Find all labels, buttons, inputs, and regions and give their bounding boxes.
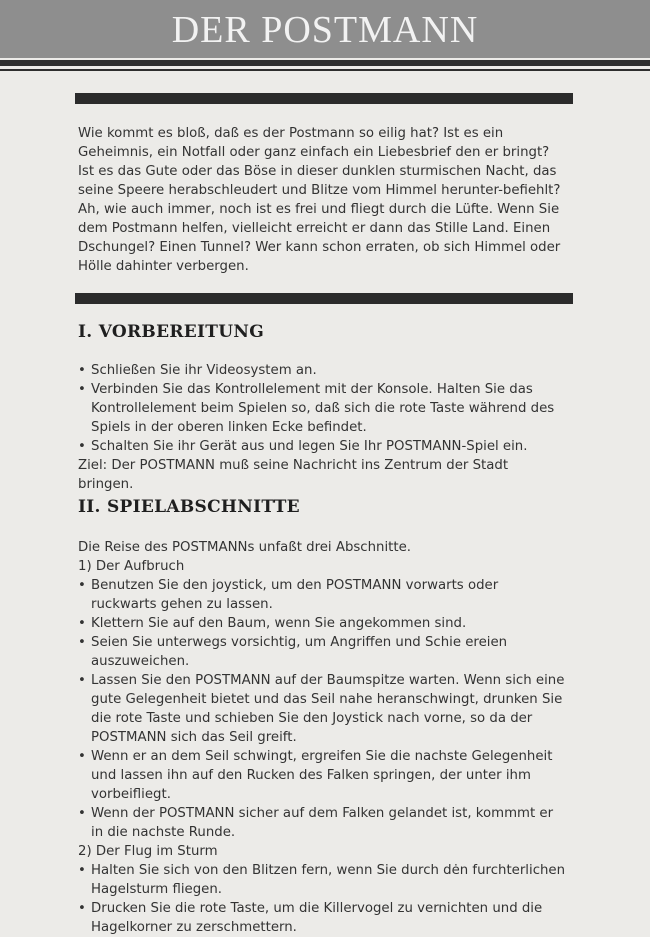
part1-title: 1) Der Aufbruch bbox=[78, 559, 185, 574]
bullet-list bbox=[78, 576, 566, 842]
divider-bar bbox=[75, 293, 573, 304]
intro-text bbox=[78, 124, 566, 276]
list-item: • Seien Sie unterwegs vorsichtig, um Angriffen und Schie ereien auszuweichen. bbox=[78, 633, 566, 671]
list-item: • Wenn er an dem Seil schwingt, ergreifen Sie die nachste Gelegenheit und lassen ihn auf den Rucken des Falken springen, der unter ihm vorbeifliegt. bbox=[78, 747, 566, 804]
bullet-list bbox=[78, 861, 566, 937]
list-item: • Schließen Sie ihr Videosystem an. bbox=[78, 361, 566, 380]
section2-body bbox=[78, 538, 566, 937]
goal-text: Ziel: Der POSTMANN muß seine Nachricht ins Zentrum der Stadt bringen. bbox=[78, 458, 509, 492]
header-rule-thick bbox=[0, 60, 650, 66]
list-item: • Schalten Sie ihr Gerät aus und legen Sie Ihr POSTMANN-Spiel ein. bbox=[78, 437, 566, 456]
list-item: • Wenn der POSTMANN sicher auf dem Falken gelandet ist, kommmt er in die nachste Runde. bbox=[78, 804, 566, 842]
section1-body bbox=[78, 361, 566, 494]
list-item: • Drucken Sie die rote Taste, um die Killervogel zu vernichten und die Hagelkorner zu zerschmettern. bbox=[78, 899, 566, 937]
section2-intro: Die Reise des POSTMANNs unfaßt drei Abschnitte. bbox=[78, 540, 412, 555]
divider-bar bbox=[75, 93, 573, 104]
list-item: • Halten Sie sich von den Blitzen fern, wenn Sie durch dėn furchterlichen Hagelsturm fliegen. bbox=[78, 861, 566, 899]
list-item: • Klettern Sie auf den Baum, wenn Sie angekommen sind. bbox=[78, 614, 566, 633]
list-item: • Lassen Sie den POSTMANN auf der Baumspitze warten. Wenn sich eine gute Gelegenheit bietet und das Seil nahe heranschwingt, drunken Sie die rote Taste und schieben Sie den Joystick nach vorne, so da der POSTMANN sich das Seil greift. bbox=[78, 671, 566, 747]
list-item: • Verbinden Sie das Kontrollelement mit der Konsole. Halten Sie das Kontrollelement beim Spielen so, daß sich die rote Taste während des Spiels in der oberen linken Ecke befindet. bbox=[78, 380, 566, 437]
list-item: • Benutzen Sie den joystick, um den POSTMANN vorwarts oder ruckwarts gehen zu lassen. bbox=[78, 576, 566, 614]
header-rule-thin bbox=[0, 69, 650, 71]
intro-paragraph: Ah, wie auch immer, noch ist es frei und fliegt durch die Lüfte. Wenn Sie dem Postmann helfen, vielleicht erreicht er dann das Stille Land. Einen Dschungel? Einen Tunnel? Wer kann schon erraten, ob sich Himmel oder Hölle dahinter verbergen. bbox=[78, 202, 561, 274]
section-heading-vorbereitung: I. VORBEREITUNG bbox=[78, 322, 265, 342]
section-heading-spielabschnitte: II. SPIELABSCHNITTE bbox=[78, 497, 300, 517]
bullet-list bbox=[78, 361, 566, 456]
intro-paragraph: Wie kommt es bloß, daß es der Postmann so eilig hat? Ist es ein Geheimnis, ein Notfall oder ganz einfach ein Liebesbrief den er bringt? bbox=[78, 126, 550, 160]
intro-paragraph: Ist es das Gute oder das Böse in dieser dunklen sturmischen Nacht, das seine Speere herabschleudert und Blitze vom Himmel herunter-befiehlt? bbox=[78, 164, 561, 198]
page-title: DER POSTMANN bbox=[171, 9, 479, 51]
part2-title: 2) Der Flug im Sturm bbox=[78, 844, 218, 859]
